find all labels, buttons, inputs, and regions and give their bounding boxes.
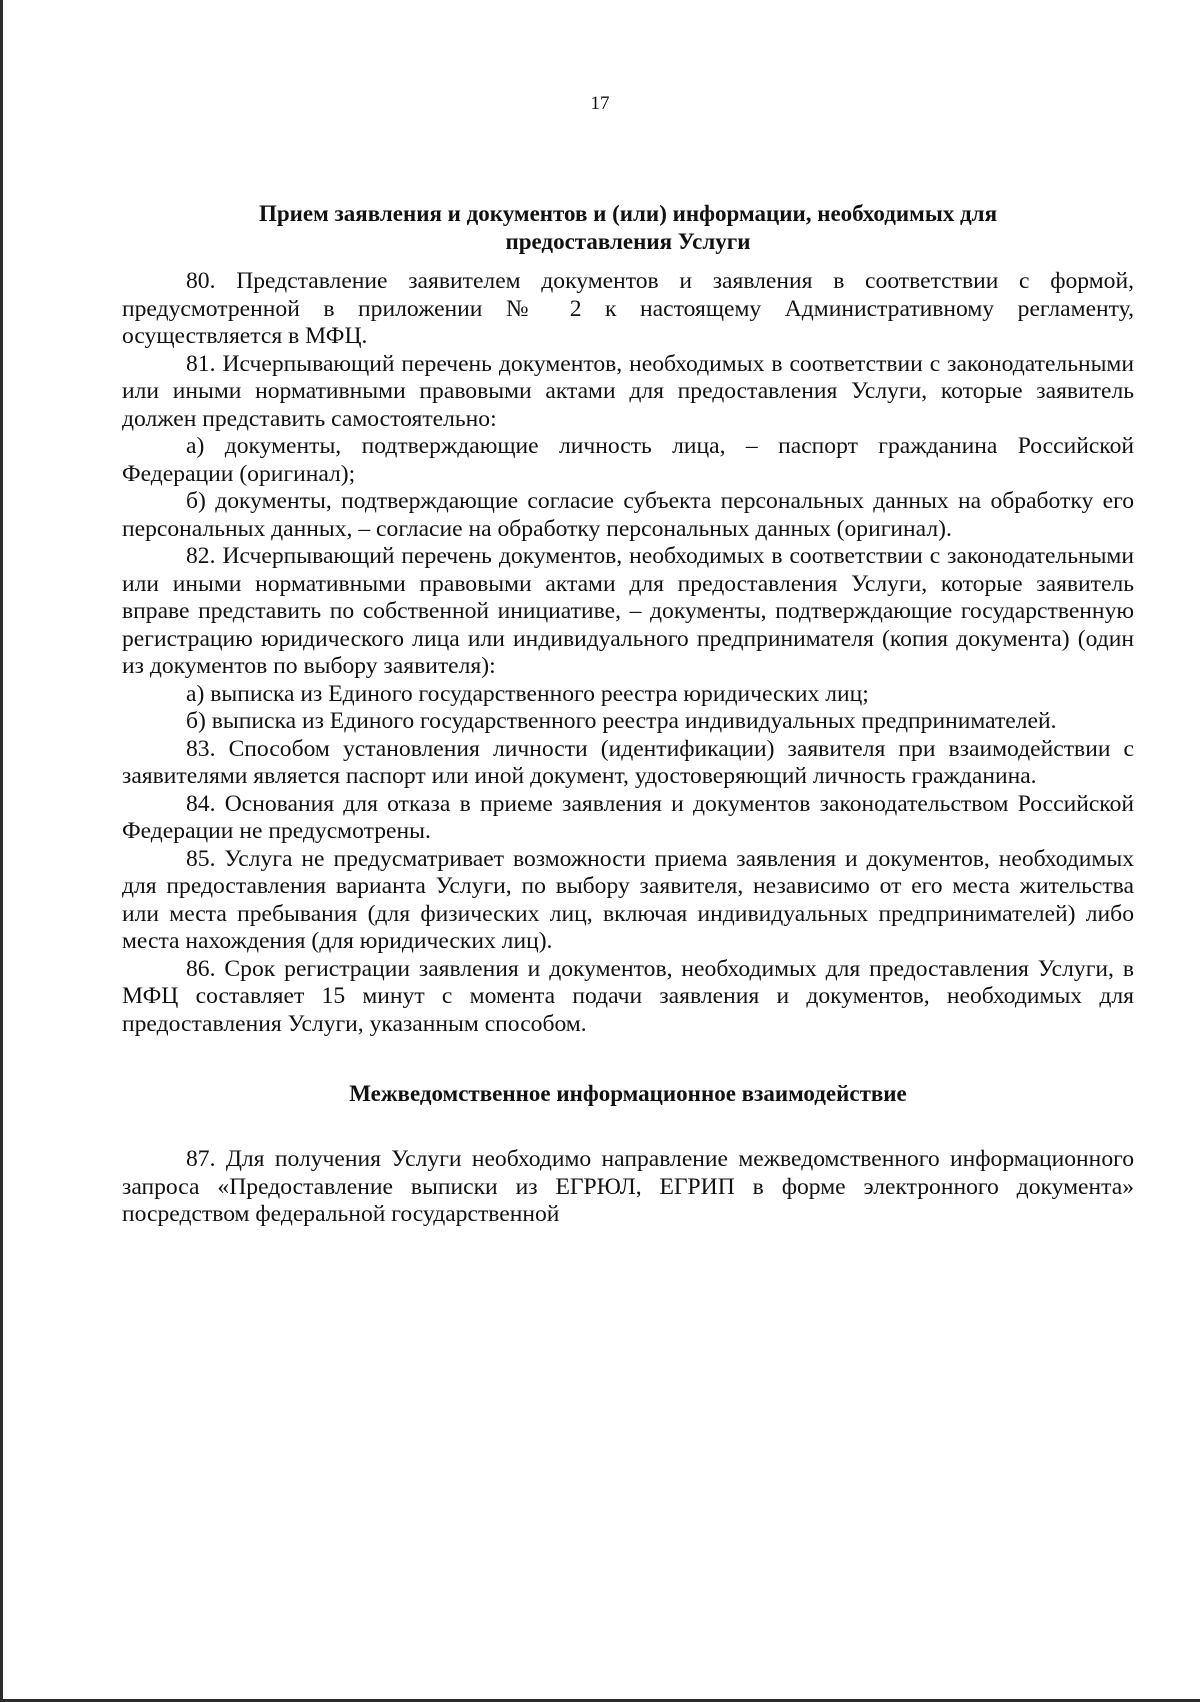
paragraph-85: 85. Услуга не предусматривает возможности приема заявления и документов, необходимых для предоставления варианта Услуги, по выбору заявителя, независимо от его места жительства или места пребывания (для физических лиц, включая индивидуальных предпринимателей) либо места нахождения (для юридических лиц). bbox=[122, 845, 1134, 954]
paragraph-81-a: а) документы, подтверждающие личность лица, – паспорт гражданина Российской Федерации (оригинал); bbox=[122, 433, 1134, 487]
section-heading-interagency: Межведомственное информационное взаимодействие bbox=[349, 1081, 907, 1106]
paragraph-82-a: а) выписка из Единого государственного реестра юридических лиц; bbox=[186, 680, 869, 707]
paragraph-83: 83. Способом установления личности (идентификации) заявителя при взаимодействии с заявителями является паспорт или иной документ, удостоверяющий личность гражданина. bbox=[122, 735, 1134, 789]
paragraph-82: 82. Исчерпывающий перечень документов, необходимых в соответствии с законодательными или иными нормативными правовыми актами для предоставления Услуги, которые заявитель вправе представить по собственной инициативе, – документы, подтверждающие государственную регистрацию юридического лица или индивидуального предпринимателя (копия документа) (один из документов по выбору заявителя): bbox=[122, 543, 1134, 679]
paragraph-82-b: б) выписка из Единого государственного реестра индивидуальных предпринимателей. bbox=[186, 708, 1057, 734]
scan-edge-left bbox=[0, 0, 3, 1702]
paragraph-80: 80. Представление заявителем документов и заявления в соответствии с формой, предусмотренной в приложении № 2 к настоящему Административному регламенту, осуществляется в МФЦ. bbox=[122, 268, 1134, 349]
paragraph-87: 87. Для получения Услуги необходимо направление межведомственного информационного запроса «Предоставление выписки из ЕГРЮЛ, ЕГРИП в форме электронного документа» посредством федеральной государственной bbox=[122, 1146, 1134, 1227]
section-heading-line: предоставления Услуги bbox=[505, 229, 751, 254]
section-heading-line: Прием заявления и документов и (или) информации, необходимых для bbox=[258, 201, 998, 226]
page-number: 17 bbox=[590, 93, 610, 114]
section-heading-reception bbox=[122, 200, 1134, 256]
paragraph-86: 86. Срок регистрации заявления и документов, необходимых для предоставления Услуги, в МФЦ составляет 15 минут с момента подачи заявления и документов, необходимых для предоставления Услуги, указанным способом. bbox=[122, 955, 1134, 1037]
paragraph-81-b: б) документы, подтверждающие согласие субъекта персональных данных на обработку его персональных данных, – согласие на обработку персональных данных (оригинал). bbox=[122, 488, 1134, 542]
paragraph-81: 81. Исчерпывающий перечень документов, необходимых в соответствии с законодательными или иными нормативными правовыми актами для предоставления Услуги, которые заявитель должен представить самостоятельно: bbox=[122, 350, 1134, 432]
paragraph-84: 84. Основания для отказа в приеме заявления и документов законодательством Российской Федерации не предусмотрены. bbox=[122, 790, 1134, 844]
document-body bbox=[122, 200, 1134, 1229]
